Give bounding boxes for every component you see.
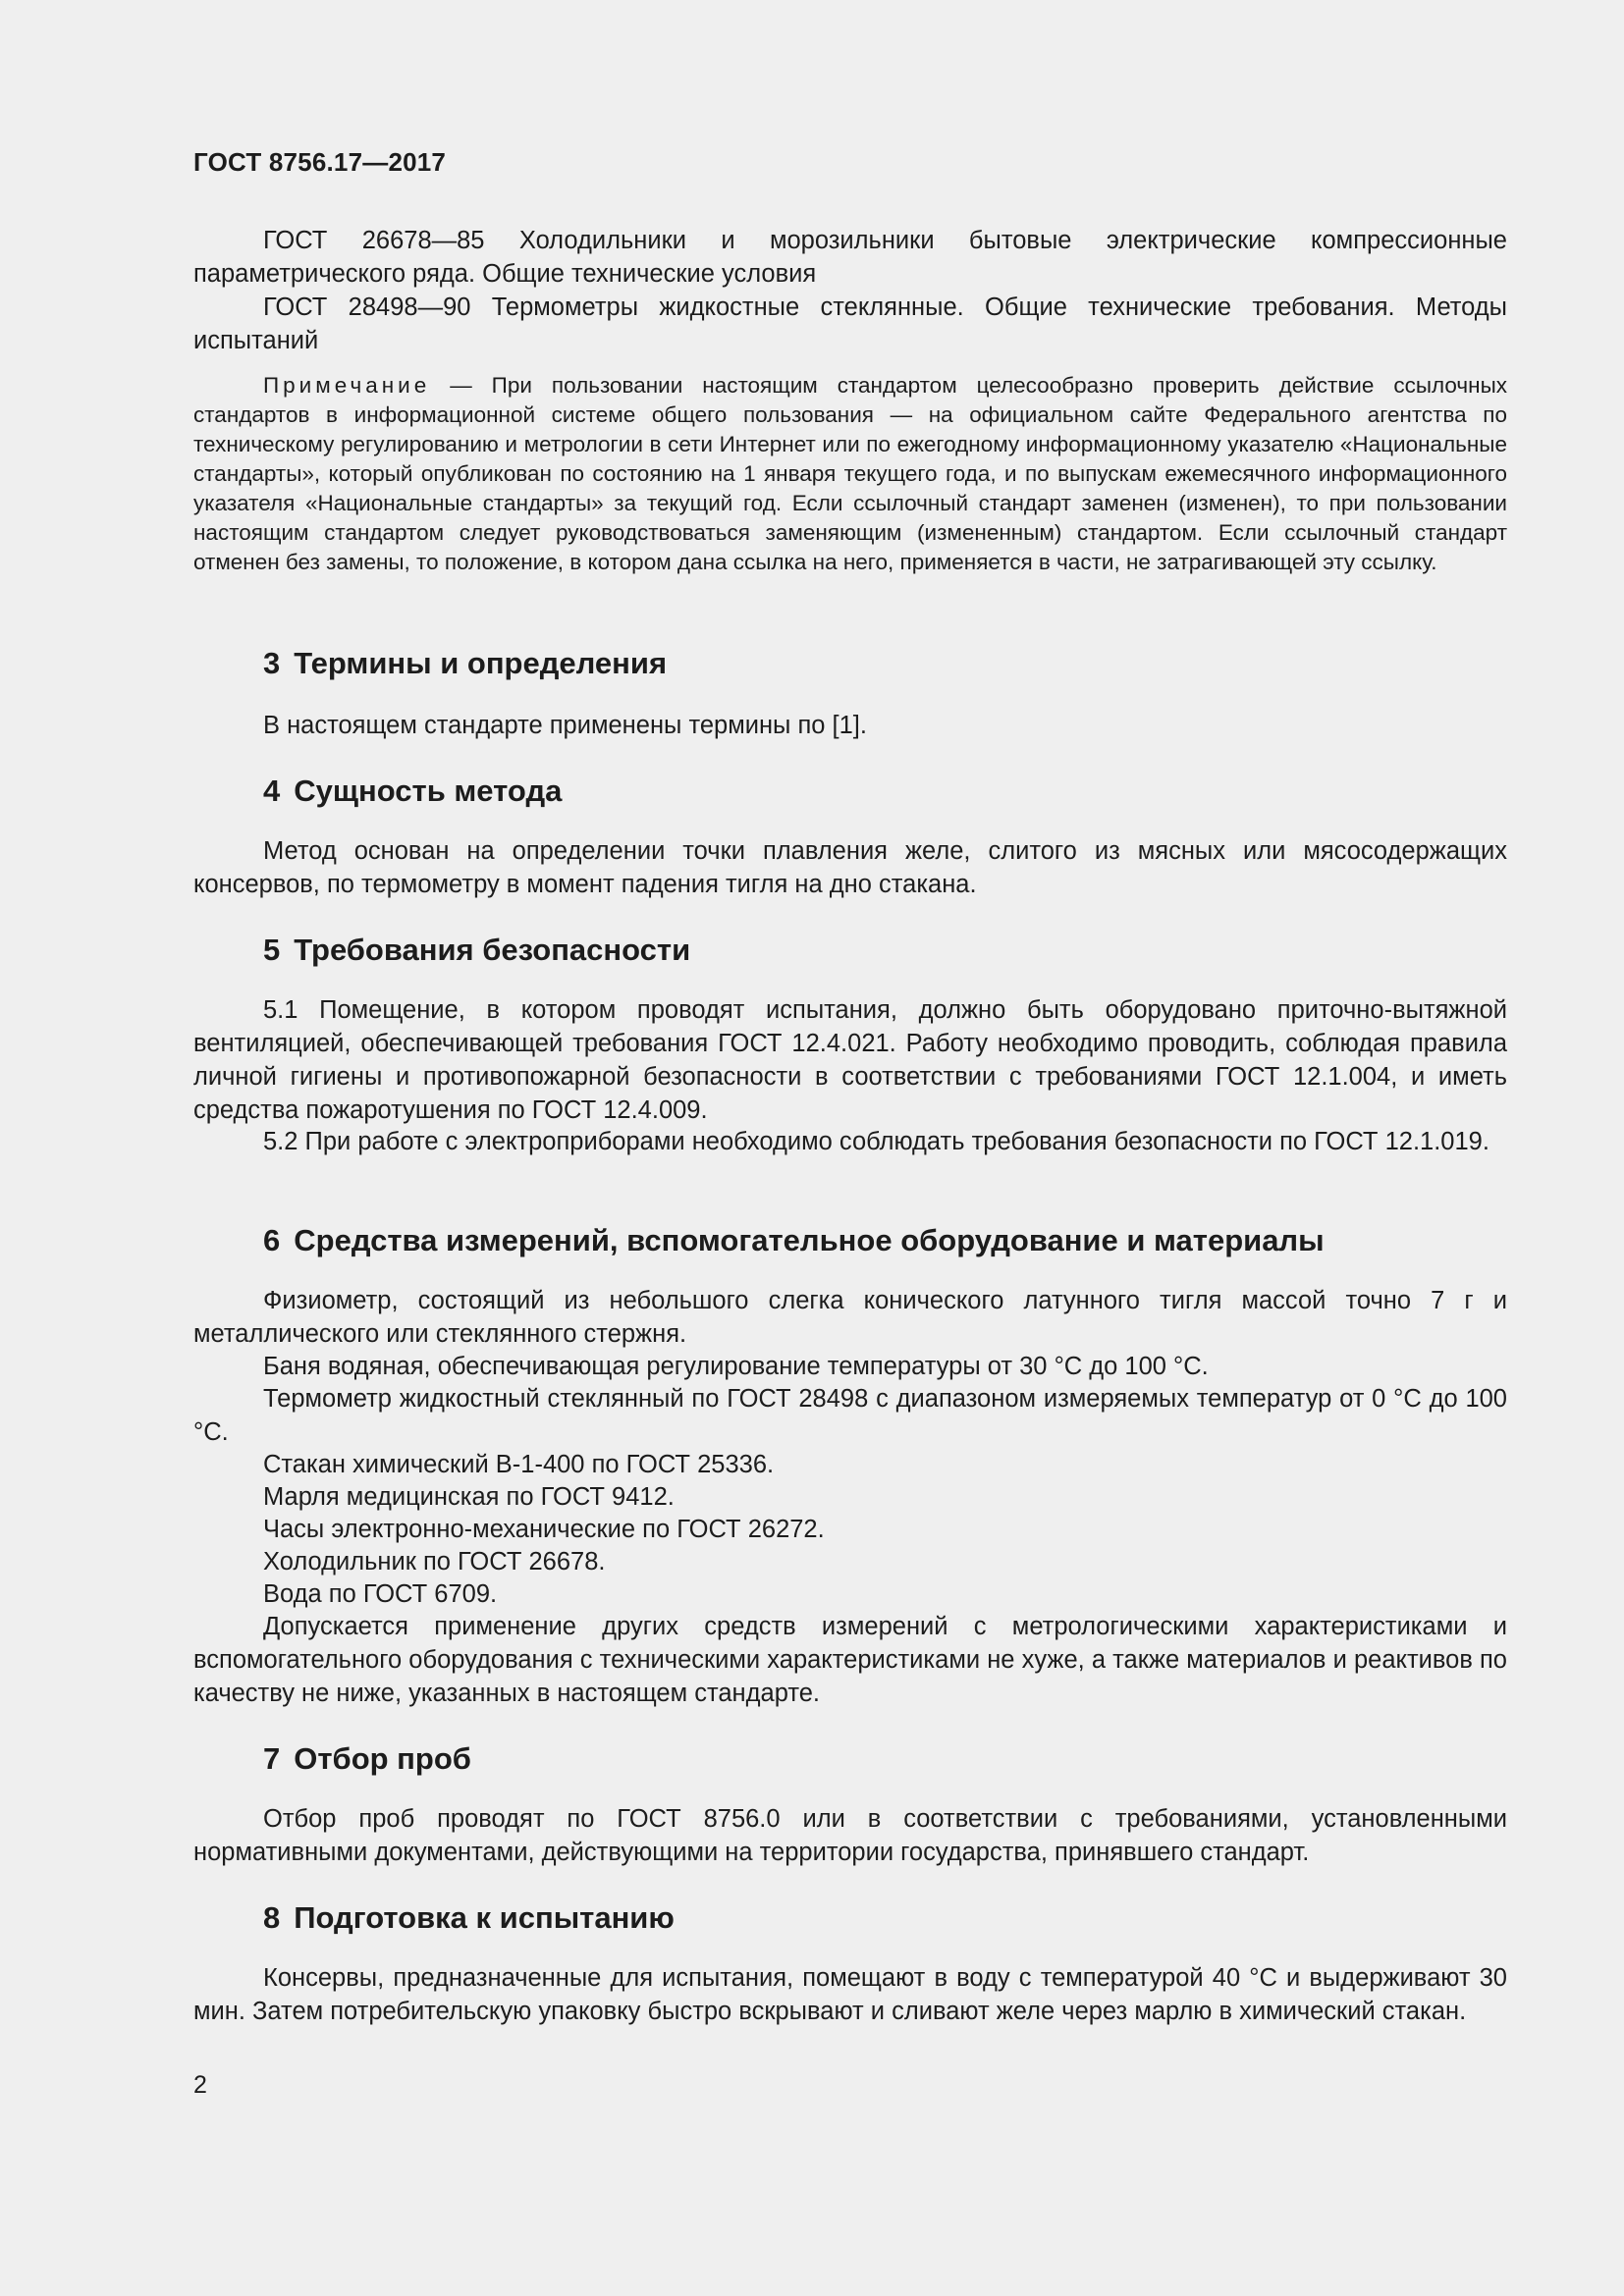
- section-7-paragraph-1: Отбор проб проводят по ГОСТ 8756.0 или в соответствии с требованиями, установленными нормативными документами, действующими на территории государства, принявшего стандарт.: [193, 1805, 1507, 1866]
- section-title: Средства измерений, вспомогательное оборудование и материалы: [294, 1223, 1325, 1257]
- section-title: Отбор проб: [294, 1741, 471, 1776]
- section-number: 8: [263, 1900, 281, 1935]
- section-number: 5: [263, 933, 281, 967]
- note-text: — При пользовании настоящим стандартом целесообразно проверить действие ссылочных стандартов в информационной системе общего пользования — на официальном сайте Федерального агентства по техническому регулированию и метрологии в сети Интернет или по ежегодному информационному указателю «Национальные стандарты», который опубликован по состоянию на 1 января текущего года, и по выпускам ежемесячного информационного указателя «Национальные стандарты» за текущий год. Если ссылочный стандарт заменен (изменен), то при пользовании настоящим стандартом следует руководствоваться заменяющим (измененным) стандартом. Если ссылочный стандарт отменен без замены, то положение, в котором дана ссылка на него, применяется в части, не затрагивающей эту ссылку.: [193, 373, 1507, 574]
- section-title: Термины и определения: [294, 646, 668, 680]
- section-8-paragraph-1: Консервы, предназначенные для испытания, помещают в воду с температурой 40 °С и выдерживают 30 мин. Затем потребительскую упаковку быстро вскрывают и сливают желе через марлю в химический стакан.: [193, 1964, 1507, 2025]
- section-7-heading: [263, 1741, 471, 1777]
- section-number: 4: [263, 774, 281, 808]
- section-6-paragraph-5: Марля медицинская по ГОСТ 9412.: [263, 1483, 675, 1511]
- section-6-heading: [263, 1223, 1325, 1258]
- section-6-paragraph-7: Холодильник по ГОСТ 26678.: [263, 1548, 606, 1575]
- section-8-heading: [263, 1900, 675, 1936]
- section-6-paragraph-2: Баня водяная, обеспечивающая регулирование температуры от 30 °С до 100 °С.: [263, 1353, 1209, 1380]
- reference-gost-28498: ГОСТ 28498—90 Термометры жидкостные стеклянные. Общие технические требования. Методы испытаний: [193, 294, 1507, 354]
- section-5-heading: [263, 933, 690, 968]
- reference-gost-26678: ГОСТ 26678—85 Холодильники и морозильники бытовые электрические компрессионные параметрического ряда. Общие технические условия: [193, 227, 1507, 288]
- section-title: Требования безопасности: [294, 933, 691, 967]
- section-number: 3: [263, 646, 281, 680]
- section-title: Сущность метода: [294, 774, 563, 808]
- section-6-paragraph-4: Стакан химический В-1-400 по ГОСТ 25336.: [263, 1451, 775, 1478]
- section-5-paragraph-2: 5.2 При работе с электроприборами необходимо соблюдать требования безопасности по ГОСТ 12.1.019.: [263, 1128, 1489, 1155]
- section-6-paragraph-3: Термометр жидкостный стеклянный по ГОСТ 28498 с диапазоном измеряемых температур от 0 °С до 100 °С.: [193, 1385, 1507, 1446]
- note-label: Примечание: [263, 373, 431, 398]
- section-4-heading: [263, 774, 562, 809]
- section-6-paragraph-6: Часы электронно-механические по ГОСТ 26272.: [263, 1516, 825, 1543]
- page-number: 2: [193, 2071, 207, 2099]
- document-code-header: ГОСТ 8756.17—2017: [193, 147, 447, 177]
- section-6-paragraph-1: Физиометр, состоящий из небольшого слегка конического латунного тигля массой точно 7 г и металлического или стеклянного стержня.: [193, 1287, 1507, 1348]
- section-5-paragraph-1: 5.1 Помещение, в котором проводят испытания, должно быть оборудовано приточно-вытяжной вентиляцией, обеспечивающей требования ГОСТ 12.4.021. Работу необходимо проводить, соблюдая правила личной гигиены и противопожарной безопасности в соответствии с требованиями ГОСТ 12.1.004, и иметь средства пожаротушения по ГОСТ 12.4.009.: [193, 996, 1507, 1124]
- note-paragraph: [193, 371, 1507, 577]
- section-4-paragraph-1: Метод основан на определении точки плавления желе, слитого из мясных или мясосодержащих консервов, по термометру в момент падения тигля на дно стакана.: [193, 837, 1507, 898]
- section-number: 6: [263, 1223, 281, 1257]
- section-3-heading: [263, 646, 667, 681]
- section-6-paragraph-9: Допускается применение других средств измерений с метрологическими характеристиками и вспомогательного оборудования с техническими характеристиками не хуже, а также материалов и реактивов по качеству не ниже, указанных в настоящем стандарте.: [193, 1613, 1507, 1707]
- section-3-paragraph-1: В настоящем стандарте применены термины по [1].: [263, 712, 867, 739]
- section-title: Подготовка к испытанию: [294, 1900, 675, 1935]
- section-6-paragraph-8: Вода по ГОСТ 6709.: [263, 1580, 498, 1608]
- section-number: 7: [263, 1741, 281, 1776]
